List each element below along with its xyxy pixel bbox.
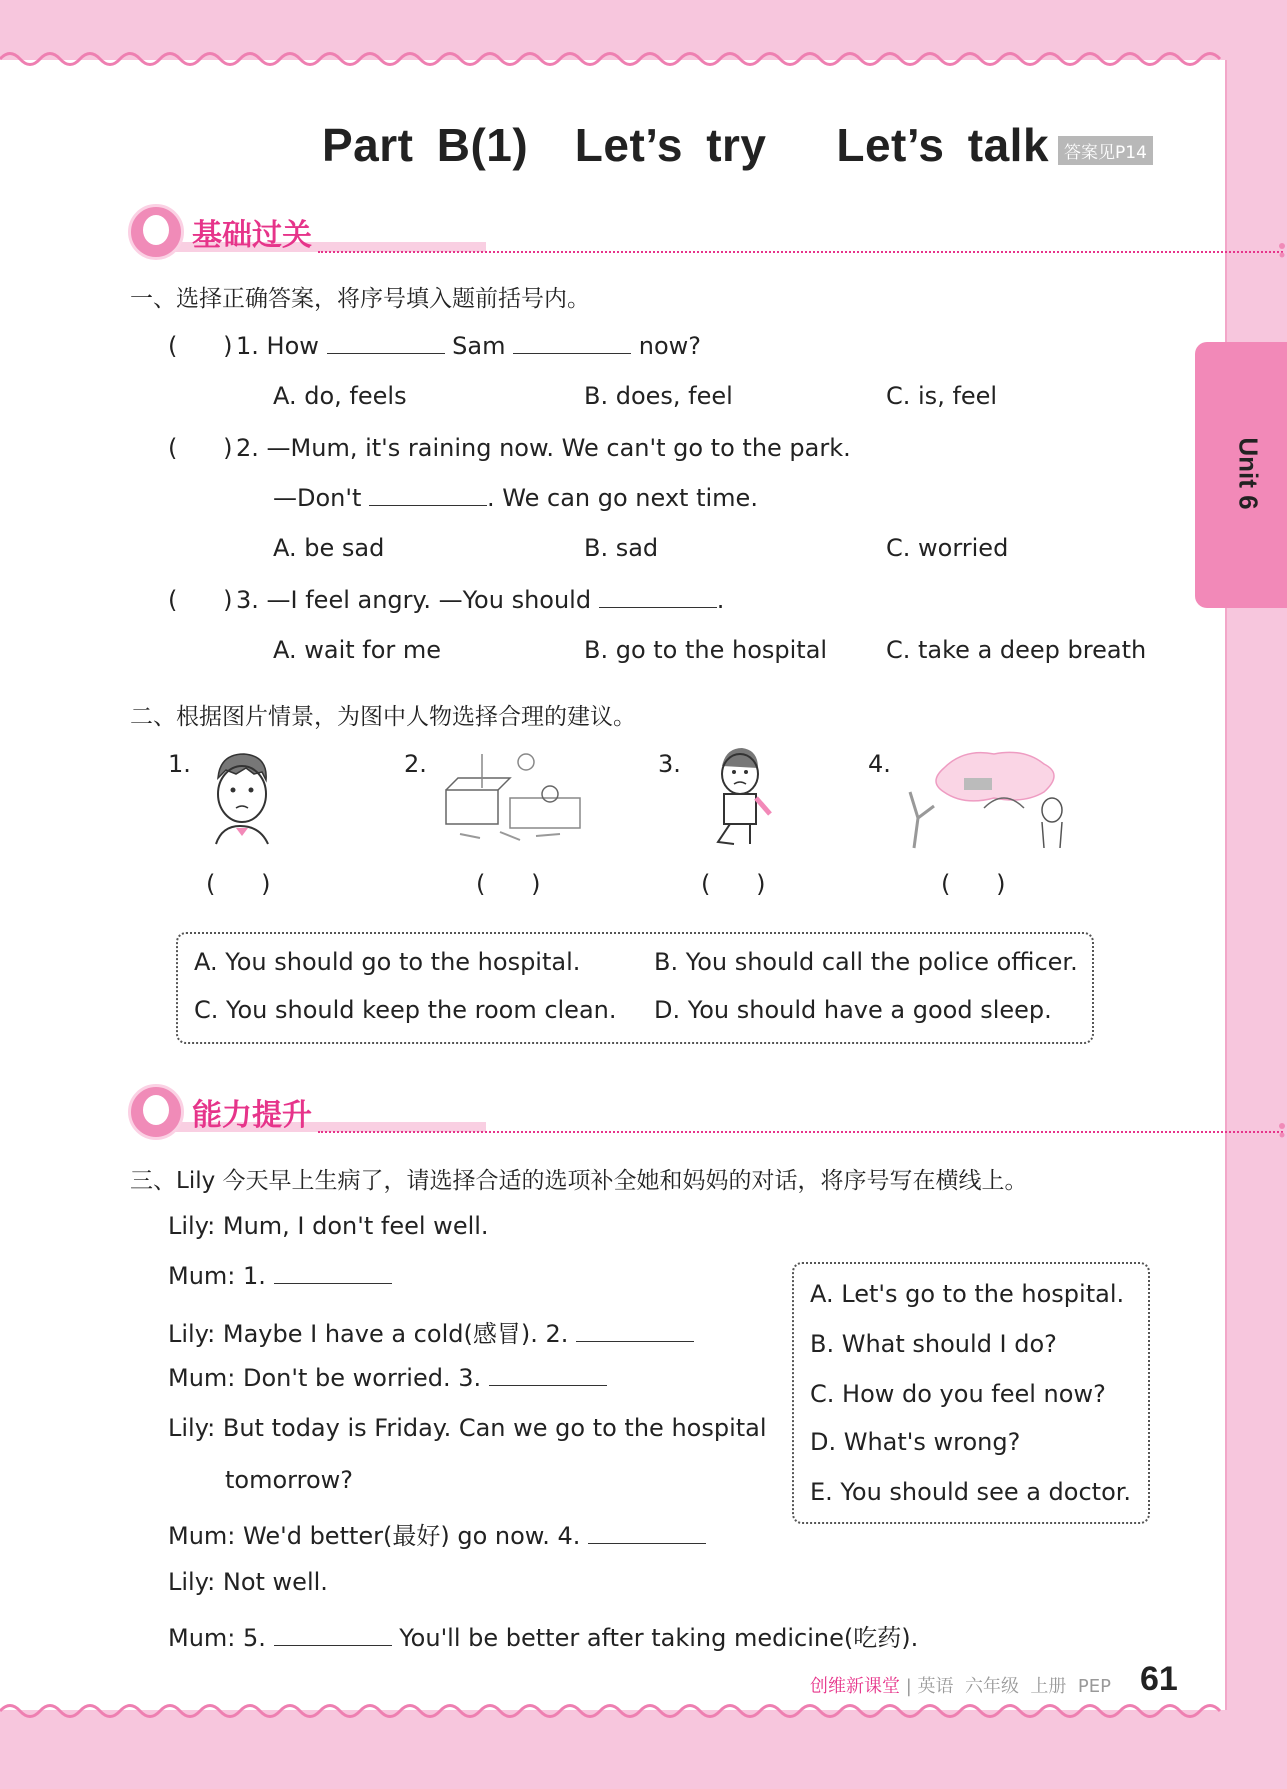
part3-instruction: 三、Lily 今天早上生病了，请选择合适的选项补全她和妈妈的对话，将序号写在横线上。 xyxy=(130,1168,1028,1194)
q3-option-b: B. go to the hospital xyxy=(584,636,828,664)
q2-line1: 2. —Mum, it's raining now. We can't go to the park. xyxy=(236,434,851,462)
dots-ornament-icon xyxy=(1278,242,1287,258)
dialogue-line-3: Lily: Maybe I have a cold(感冒). 2. xyxy=(168,1314,694,1349)
footer-series xyxy=(810,1672,1111,1698)
q1-option-c: C. is, feel xyxy=(886,382,998,410)
part3-option-e: E. You should see a doctor. xyxy=(810,1478,1132,1506)
unit-tab-label: Unit 6 xyxy=(1233,437,1264,510)
q1-stem: 1. How Sam now? xyxy=(236,332,702,360)
q1-answer-paren[interactable]: ( ) xyxy=(168,332,233,360)
top-wave-border xyxy=(0,48,1225,70)
part3-option-b: B. What should I do? xyxy=(810,1330,1057,1358)
pic4-number: 4. xyxy=(868,750,891,778)
bottom-wave-border xyxy=(0,1700,1225,1722)
dialogue-blank-1[interactable] xyxy=(274,1263,392,1284)
pic2-number: 2. xyxy=(404,750,427,778)
page-number: 61 xyxy=(1140,1660,1178,1698)
dialogue-line-9: Mum: 5. You'll be better after taking medicine(吃药). xyxy=(168,1624,919,1652)
dialogue-blank-2[interactable] xyxy=(576,1321,694,1342)
part3-option-a: A. Let's go to the hospital. xyxy=(810,1280,1125,1308)
q1-blank-1[interactable] xyxy=(327,333,445,354)
q2-line2: —Don't . We can go next time. xyxy=(273,484,758,512)
dots-ornament-icon xyxy=(1278,1122,1287,1138)
part2-option-d: D. You should have a good sleep. xyxy=(654,996,1052,1024)
part3-option-c: C. How do you feel now? xyxy=(810,1380,1106,1408)
dialogue-line-5: Lily: But today is Friday. Can we go to the hospital xyxy=(168,1414,767,1442)
boy-mascot-icon xyxy=(128,1084,184,1140)
part2-option-a: A. You should go to the hospital. xyxy=(194,948,581,976)
pic3-answer-paren[interactable]: ( ) xyxy=(701,870,766,898)
part3-option-d: D. What's wrong? xyxy=(810,1428,1021,1456)
dialogue-line-4: Mum: Don't be worried. 3. xyxy=(168,1364,607,1392)
dialogue-line-8: Lily: Not well. xyxy=(168,1568,328,1596)
dialogue-line-2: Mum: 1. xyxy=(168,1262,392,1290)
section-basic-title: 基础过关 xyxy=(192,218,312,253)
injured-boy-illustration xyxy=(700,744,780,850)
dialogue-line-6: tomorrow? xyxy=(225,1466,353,1494)
pic2-answer-paren[interactable]: ( ) xyxy=(476,870,541,898)
dialogue-blank-4[interactable] xyxy=(588,1523,706,1544)
q2-answer-paren[interactable]: ( ) xyxy=(168,434,233,462)
q3-option-c: C. take a deep breath xyxy=(886,636,1147,664)
pic1-number: 1. xyxy=(168,750,191,778)
q3-line1: 3. —I feel angry. —You should . xyxy=(236,586,725,614)
q2-option-a: A. be sad xyxy=(273,534,385,562)
q3-answer-paren[interactable]: ( ) xyxy=(168,586,233,614)
q1-option-b: B. does, feel xyxy=(584,382,733,410)
part2-option-b: B. You should call the police officer. xyxy=(654,948,1078,976)
dialogue-blank-3[interactable] xyxy=(489,1365,607,1386)
part2-instruction: 二、根据图片情景，为图中人物选择合理的建议。 xyxy=(130,704,636,730)
thief-scene-illustration xyxy=(904,748,1074,852)
pic4-answer-paren[interactable]: ( ) xyxy=(941,870,1006,898)
dialogue-blank-5[interactable] xyxy=(274,1625,392,1646)
section-basic-heading xyxy=(128,204,1168,260)
pic1-answer-paren[interactable]: ( ) xyxy=(206,870,271,898)
footer-subject: | 英语 六年级 上册 PEP xyxy=(900,1676,1111,1697)
dialogue-line-7: Mum: We'd better(最好) go now. 4. xyxy=(168,1516,706,1551)
part2-option-c: C. You should keep the room clean. xyxy=(194,996,617,1024)
q2-blank[interactable] xyxy=(369,485,487,506)
pic3-number: 3. xyxy=(658,750,681,778)
answer-reference: 答案见P14 xyxy=(1058,136,1153,165)
sick-boy-illustration xyxy=(200,748,282,848)
q3-option-a: A. wait for me xyxy=(273,636,442,664)
girl-mascot-icon xyxy=(128,204,184,260)
q2-option-b: B. sad xyxy=(584,534,659,562)
page-title: Part B(1) Let’s try Let’s talk xyxy=(322,119,1050,171)
messy-room-illustration xyxy=(440,748,590,848)
dotted-divider xyxy=(318,251,1283,253)
dialogue-line-1: Lily: Mum, I don't feel well. xyxy=(168,1212,489,1240)
q1-blank-2[interactable] xyxy=(513,333,631,354)
q1-option-a: A. do, feels xyxy=(273,382,407,410)
section-advance-heading xyxy=(128,1084,1168,1140)
part1-instruction: 一、选择正确答案，将序号填入题前括号内。 xyxy=(130,286,590,312)
q2-option-c: C. worried xyxy=(886,534,1009,562)
q3-blank[interactable] xyxy=(599,587,717,608)
footer-brand: 创维新课堂 xyxy=(810,1676,900,1697)
dotted-divider xyxy=(318,1131,1283,1133)
section-advance-title: 能力提升 xyxy=(192,1098,312,1133)
